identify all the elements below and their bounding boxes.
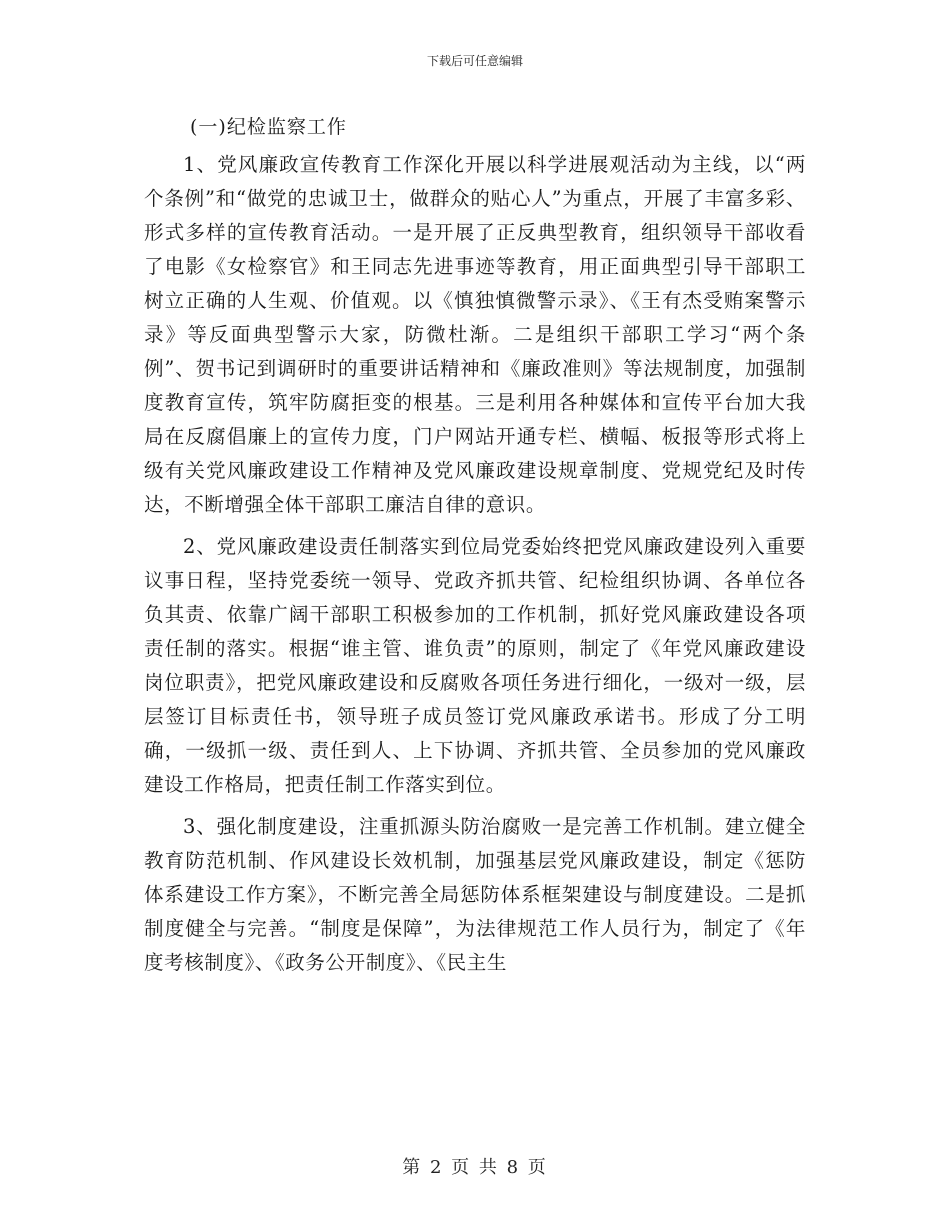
section-heading: (一)纪检监察工作 <box>190 116 347 138</box>
page-footer: 第 2 页 共 8 页 <box>402 1157 548 1178</box>
paragraph-2: 2、党风廉政建设责任制落实到位局党委始终把党风廉政建设列入重要议事日程，坚持党委统一领导、党政齐抓共管、纪检组织协调、各单位各负其责、依靠广阔干部职工积极参加的工作机制，抓好党风廉政建设各项责任制的落实。根据“谁主管、谁负责”的原则，制定了《年党风廉政建设岗位职责》，把党风廉政建设和反腐败各项任务进行细化，一级对一级，层层签订目标责任书，领导班子成员签订党风廉政承诺书。形成了分工明确，一级抓一级、责任到人、上下协调、齐抓共管、全员参加的党风廉政建设工作格局，把责任制工作落实到位。 <box>144 535 806 796</box>
paragraph-1: 1、党风廉政宣传教育工作深化开展以科学进展观活动为主线，以“两个条例”和“做党的忠诚卫士，做群众的贴心人”为重点，开展了丰富多彩、形式多样的宣传教育活动。一是开展了正反典型教育，组织领导干部收看了电影《女检察官》和王同志先进事迹等教育，用正面典型引导干部职工树立正确的人生观、价值观。以《慎独慎微警示录》、《王有杰受贿案警示录》等反面典型警示大家，防微杜渐。二是组织干部职工学习“两个条例”、贺书记到调研时的重要讲话精神和《廉政准则》等法规制度，加强制度教育宣传，筑牢防腐拒变的根基。三是利用各种媒体和宣传平台加大我局在反腐倡廉上的宣传力度，门户网站开通专栏、横幅、板报等形式将上级有关党风廉政建设工作精神及党风廉政建设规章制度、党规党纪及时传达，不断增强全体干部职工廉洁自律的意识。 <box>144 153 806 516</box>
page-header-note: 下载后可任意编辑 <box>426 54 523 68</box>
document-body <box>144 110 806 988</box>
paragraph-3: 3、强化制度建设，注重抓源头防治腐败一是完善工作机制。建立健全教育防范机制、作风建设长效机制，加强基层党风廉政建设，制定《惩防体系建设工作方案》，不断完善全局惩防体系框架建设与制度建设。二是抓制度健全与完善。“制度是保障”，为法律规范工作人员行为，制定了《年度考核制度》、《政务公开制度》、《民主生 <box>144 815 806 974</box>
